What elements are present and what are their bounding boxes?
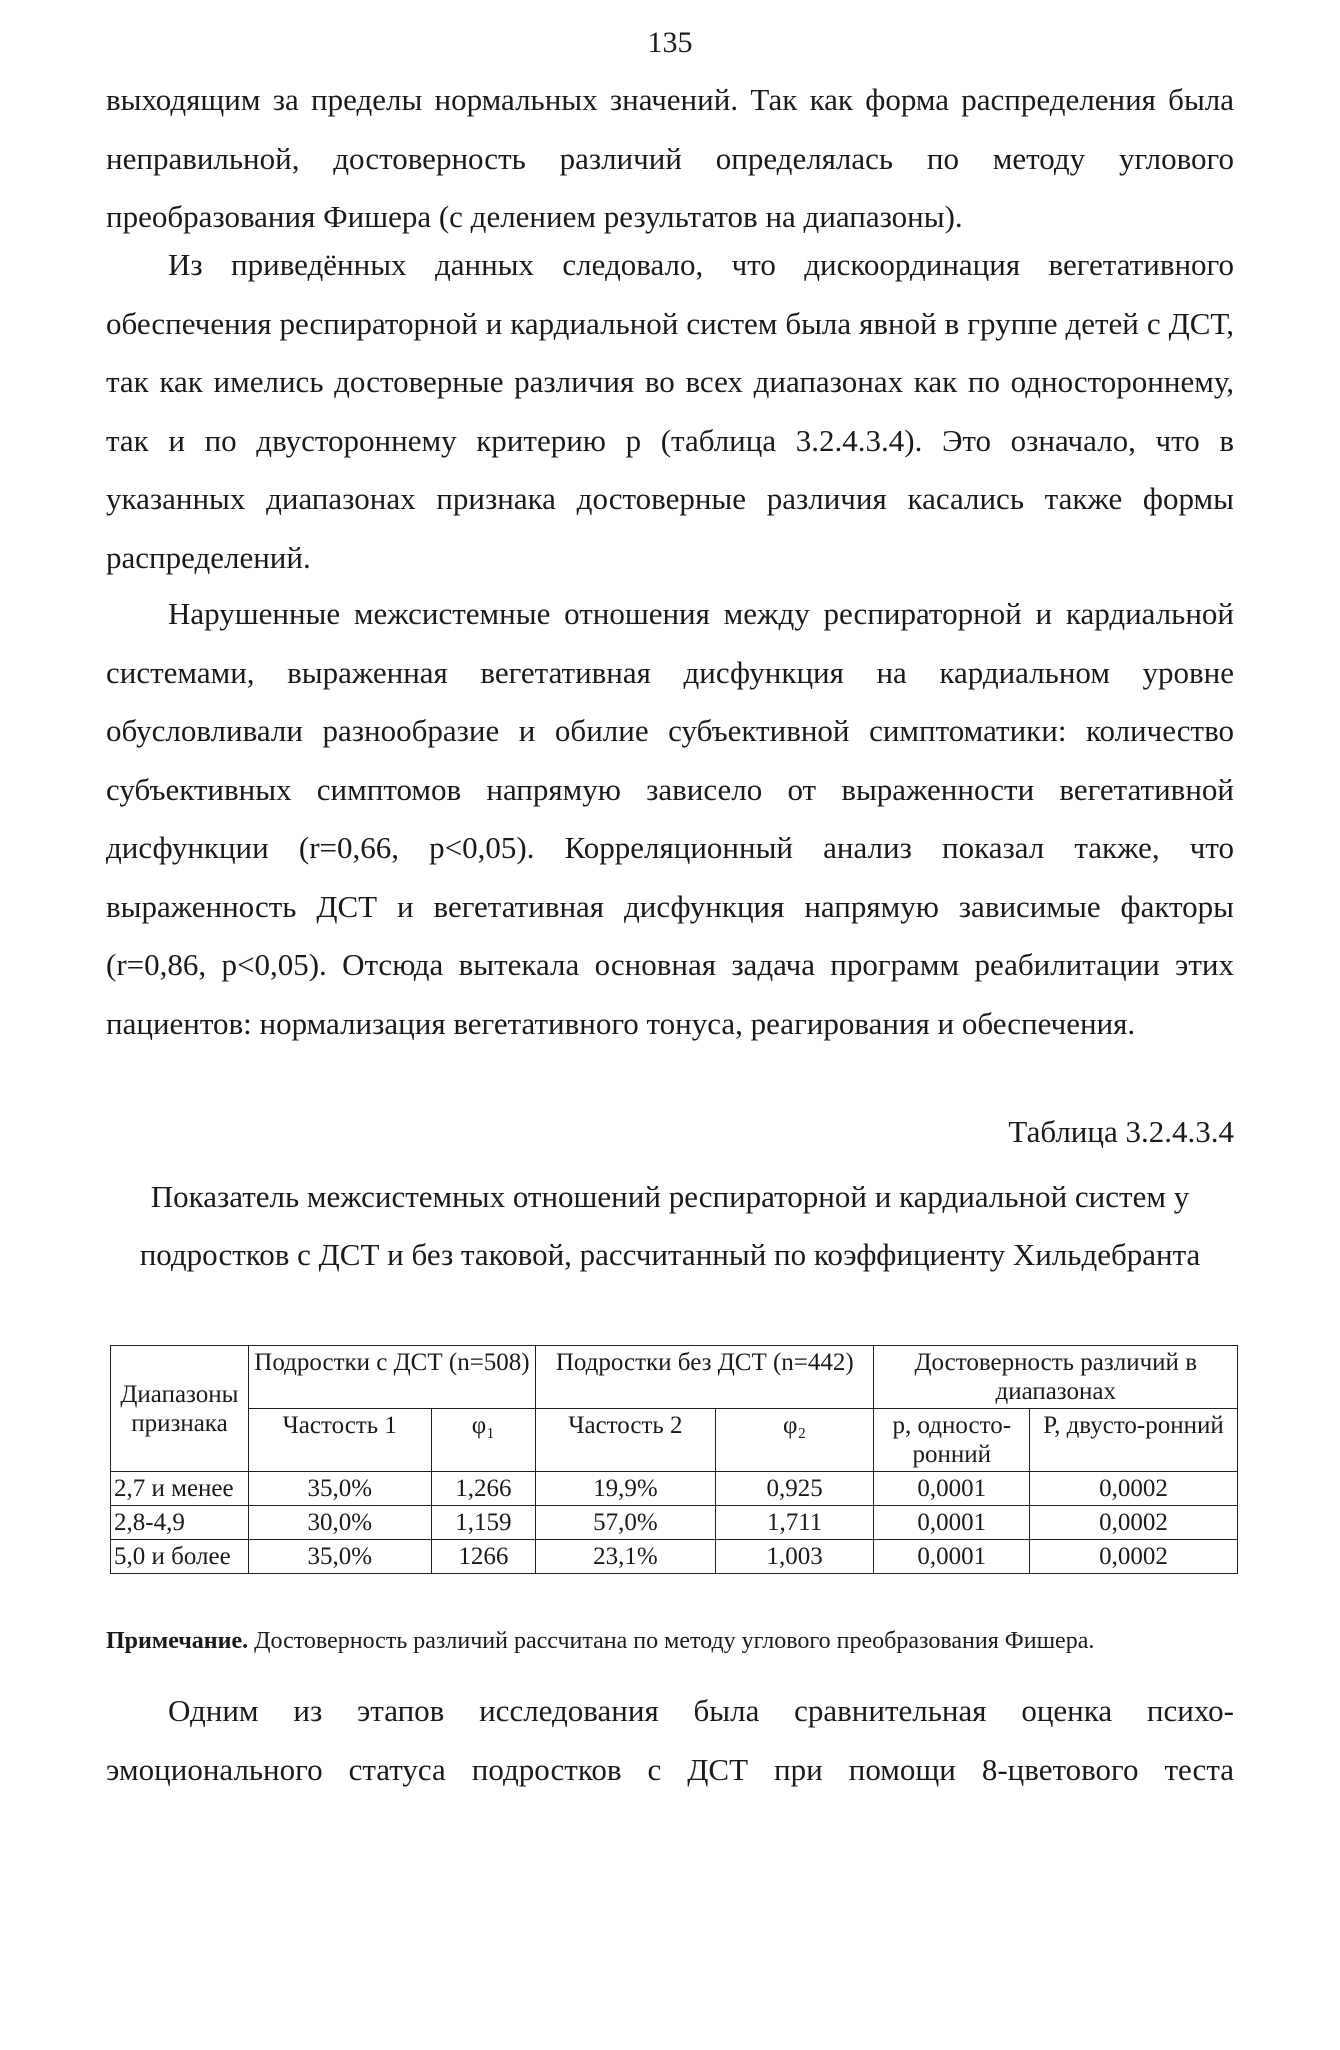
cell-phi-2: 1,711 (715, 1506, 874, 1540)
cell-phi-1: 1,266 (431, 1472, 535, 1506)
table-row (111, 1506, 1238, 1540)
paragraph-4-text: Одним из этапов исследования была сравнительная оценка психо-эмоционального статуса подростков с ДСТ при помощи 8-цветового теста (106, 1693, 1234, 1787)
cell-range: 2,8-4,9 (111, 1506, 249, 1540)
header-freq-2: Частость 2 (536, 1409, 716, 1472)
cell-phi-1: 1266 (431, 1540, 535, 1574)
table-header-row-2 (111, 1409, 1238, 1472)
page-number: 135 (647, 26, 693, 59)
data-table (110, 1345, 1238, 1574)
header-group-with-dst: Подростки с ДСТ (n=508) (248, 1346, 535, 1409)
header-phi-2: φ₂ (715, 1409, 874, 1472)
cell-range: 2,7 и менее (111, 1472, 249, 1506)
cell-p-two: 0,0002 (1030, 1506, 1238, 1540)
cell-phi-1: 1,159 (431, 1506, 535, 1540)
header-p-one-sided: р, односто-ронний (874, 1409, 1030, 1472)
cell-phi-2: 1,003 (715, 1540, 874, 1574)
header-group-without-dst: Подростки без ДСТ (n=442) (536, 1346, 874, 1409)
table-number: Таблица 3.2.4.3.4 (1008, 1114, 1234, 1149)
paragraph-1 (106, 71, 1234, 247)
cell-freq-1: 30,0% (248, 1506, 431, 1540)
paragraph-4 (106, 1682, 1234, 1799)
paragraph-2 (106, 236, 1234, 587)
cell-range: 5,0 и более (111, 1540, 249, 1574)
header-freq-1: Частость 1 (248, 1409, 431, 1472)
cell-p-two: 0,0002 (1030, 1540, 1238, 1574)
note-text: Достоверность различий рассчитана по методу углового преобразования Фишера. (248, 1628, 1095, 1654)
cell-p-one: 0,0001 (874, 1472, 1030, 1506)
paragraph-3-text: Нарушенные межсистемные отношения между респираторной и кардиальной системами, выраженная вегетативная дисфункция на кардиальном уровне обусловливали разнообразие и обилие субъективной симптоматики: количество субъективных симптомов напрямую зависело от выраженности вегетативной дисфункции (r=0,66, p<0,05). Корреляционный анализ показал также, что выраженность ДСТ и вегетативная дисфункция напрямую зависимые факторы (r=0,86, p<0,05). Отсюда вытекала основная задача программ реабилитации этих пациентов: нормализация вегетативного тонуса, реагирования и обеспечения. (106, 596, 1234, 1041)
note-label: Примечание. (106, 1628, 249, 1654)
paragraph-2-text: Из приведённых данных следовало, что дискоординация вегетативного обеспечения респираторной и кардиальной систем была явной в группе детей с ДСТ, так как имелись достоверные различия во всех диапазонах как по одностороннему, так и по двустороннему критерию р (таблица 3.2.4.3.4). Это означало, что в указанных диапазонах признака достоверные различия касались также формы распределений. (106, 247, 1234, 575)
cell-freq-1: 35,0% (248, 1540, 431, 1574)
cell-freq-2: 57,0% (536, 1506, 716, 1540)
header-phi-1: φ₁ (431, 1409, 535, 1472)
cell-freq-2: 23,1% (536, 1540, 716, 1574)
header-range: Диапазоны признака (111, 1346, 249, 1472)
cell-p-one: 0,0001 (874, 1540, 1030, 1574)
table-header-row-1 (111, 1346, 1238, 1409)
cell-p-two: 0,0002 (1030, 1472, 1238, 1506)
table-row (111, 1540, 1238, 1574)
paragraph-1-text: выходящим за пределы нормальных значений. Так как форма распределения была неправильной, достоверность различий определялась по методу углового преобразования Фишера (с делением результатов на диапазоны). (106, 82, 1234, 234)
cell-freq-1: 35,0% (248, 1472, 431, 1506)
header-significance: Достоверность различий в диапазонах (874, 1346, 1238, 1409)
paragraph-3 (106, 585, 1234, 1053)
header-p-two-sided: Р, двусто-ронний (1030, 1409, 1238, 1472)
table-row (111, 1472, 1238, 1506)
table-title: Показатель межсистемных отношений респираторной и кардиальной систем у подростков с ДСТ и без таковой, рассчитанный по коэффициенту Хильдебранта (139, 1179, 1201, 1272)
table-note (106, 1624, 1234, 1658)
cell-phi-2: 0,925 (715, 1472, 874, 1506)
cell-freq-2: 19,9% (536, 1472, 716, 1506)
cell-p-one: 0,0001 (874, 1506, 1030, 1540)
